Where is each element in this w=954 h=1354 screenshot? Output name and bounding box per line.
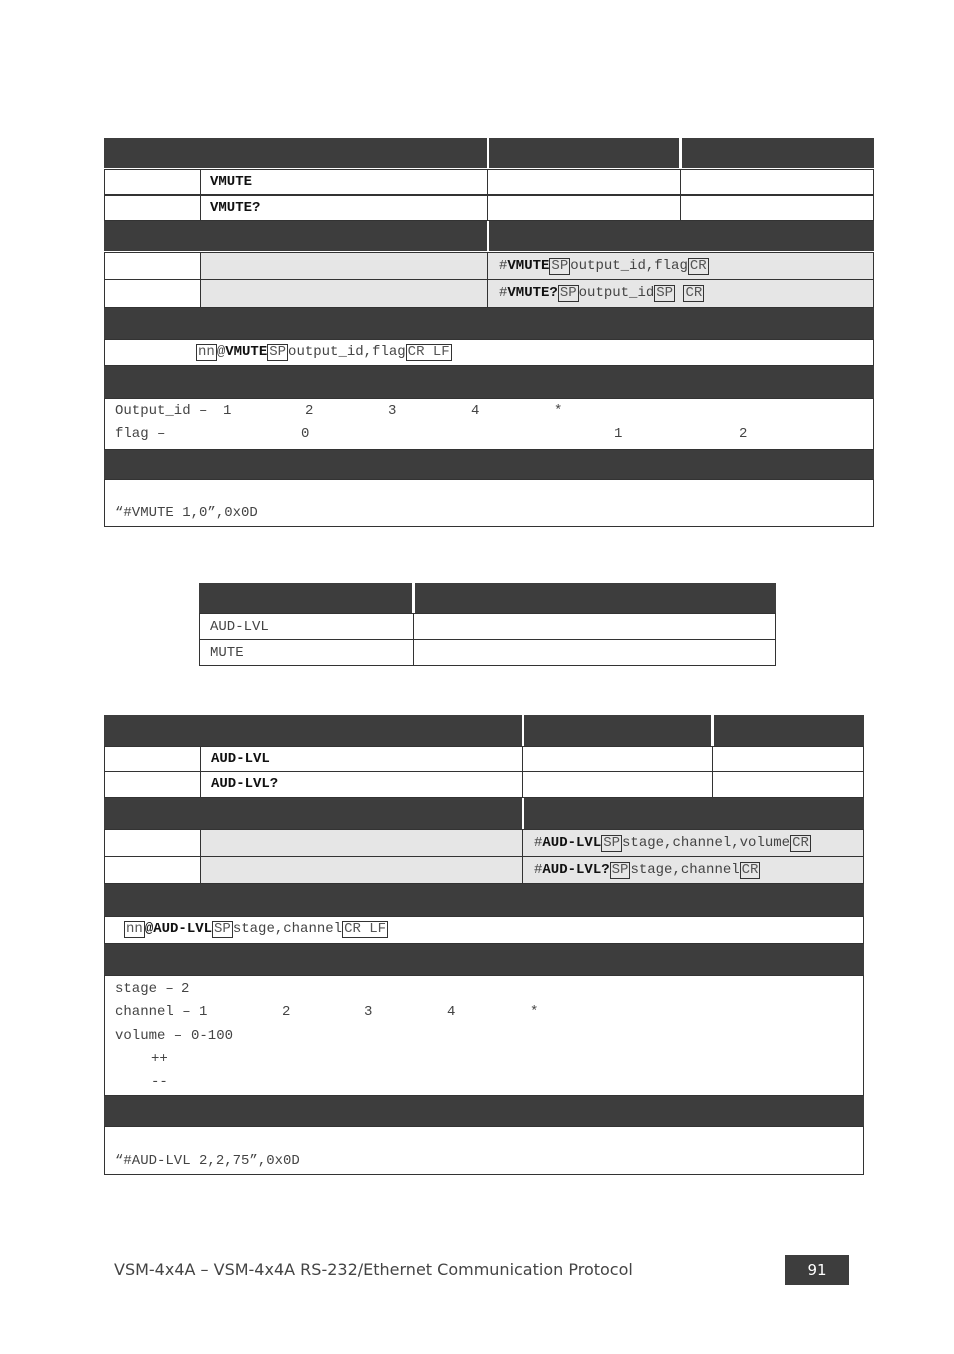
get-response-syntax: #AUD-LVL? SP stage,channel CR [534,862,759,878]
syntax-cell [680,195,874,221]
description-cell [413,639,776,666]
header-cell [104,138,487,168]
response-cell [200,279,488,308]
set-response-syntax: #AUD-LVL SP stage,channel,volume CR [534,835,809,851]
volume-value: 0-100 [191,1028,234,1044]
syntax-cell [522,771,713,798]
flag-value: 2 [739,426,748,442]
header-cell [682,138,874,168]
output-value: 4 [471,403,480,419]
command-cell [200,771,523,798]
function-cell [104,195,201,221]
table-row [199,613,414,640]
output-value: 3 [388,403,397,419]
function-cell [104,771,201,798]
command-cell [200,169,488,195]
command-cell [200,195,488,221]
output-value: 1 [223,403,232,419]
header-cell [714,715,864,746]
function-cell [104,279,201,308]
section-header [104,944,864,976]
syntax-cell [712,771,864,798]
header-cell [104,798,522,829]
channel-value: 2 [282,1004,291,1020]
set-response-syntax: #VMUTE SP output_id,flag CR [499,258,707,274]
feedback-syntax: nn @VMUTE SP output_id,flag CR LF [198,344,450,360]
section-header [104,366,874,399]
output-value: * [554,403,563,419]
channel-value: * [530,1004,539,1020]
command-name: MUTE [210,645,244,661]
feedback-syntax: nn @AUD-LVL SP stage,channel CR LF [126,921,387,937]
example-text: “#VMUTE 1,0”,0x0D [115,505,258,521]
stage-label: stage – [115,981,174,997]
header-cell [489,138,679,168]
function-cell [104,829,201,857]
header-cell [489,221,874,251]
channel-value: 1 [199,1004,208,1020]
section-header [104,884,864,917]
section-header [104,308,874,339]
get-response-syntax: #VMUTE? SP output_id SP CR [499,285,703,301]
set-command: AUD-LVL [211,751,270,767]
command-cell [200,746,523,772]
output-value: 2 [305,403,314,419]
header-cell [415,583,776,613]
function-cell [104,252,201,280]
example-text: “#AUD-LVL 2,2,75”,0x0D [115,1153,300,1169]
function-cell [104,856,201,884]
parameters-cell [104,975,864,1096]
feedback-cell [104,339,874,366]
flag-value: 0 [301,426,310,442]
channel-value: 3 [364,1004,373,1020]
header-cell [104,715,522,746]
response-cell [200,829,523,857]
section-header [104,450,874,480]
flag-value: 1 [614,426,623,442]
response-cell [200,856,523,884]
syntax-cell [487,195,681,221]
set-command: VMUTE [210,174,253,190]
response-syntax-cell [522,856,864,884]
channel-value: 4 [447,1004,456,1020]
response-syntax-cell [487,279,874,308]
footer-text: VSM-4x4A – VSM-4x4A RS-232/Ethernet Communication Protocol [114,1260,633,1279]
header-cell [524,715,711,746]
flag-label: flag – [115,426,166,442]
description-cell [413,613,776,640]
channel-label: channel – [115,1004,191,1020]
section-header [104,1096,864,1127]
get-command: VMUTE? [210,200,261,216]
decrease-value: -- [151,1074,168,1090]
header-cell [199,583,412,613]
response-syntax-cell [487,252,874,280]
get-command: AUD-LVL? [211,776,279,792]
stage-value: 2 [181,981,190,997]
command-name: AUD-LVL [210,619,269,635]
feedback-cell [104,916,864,944]
increase-value: ++ [151,1051,168,1067]
header-cell [524,798,864,829]
syntax-cell [712,746,864,772]
output-id-label: Output_id – [115,403,208,419]
function-cell [104,746,201,772]
example-cell [104,479,874,527]
parameters-cell [104,398,874,450]
volume-label: volume – [115,1028,183,1044]
syntax-cell [522,746,713,772]
syntax-cell [680,169,874,195]
function-cell [104,169,201,195]
response-syntax-cell [522,829,864,857]
response-cell [200,252,488,280]
page-number: 91 [785,1255,849,1285]
table-row [199,639,414,666]
header-cell [104,221,487,251]
example-cell [104,1126,864,1175]
syntax-cell [487,169,681,195]
